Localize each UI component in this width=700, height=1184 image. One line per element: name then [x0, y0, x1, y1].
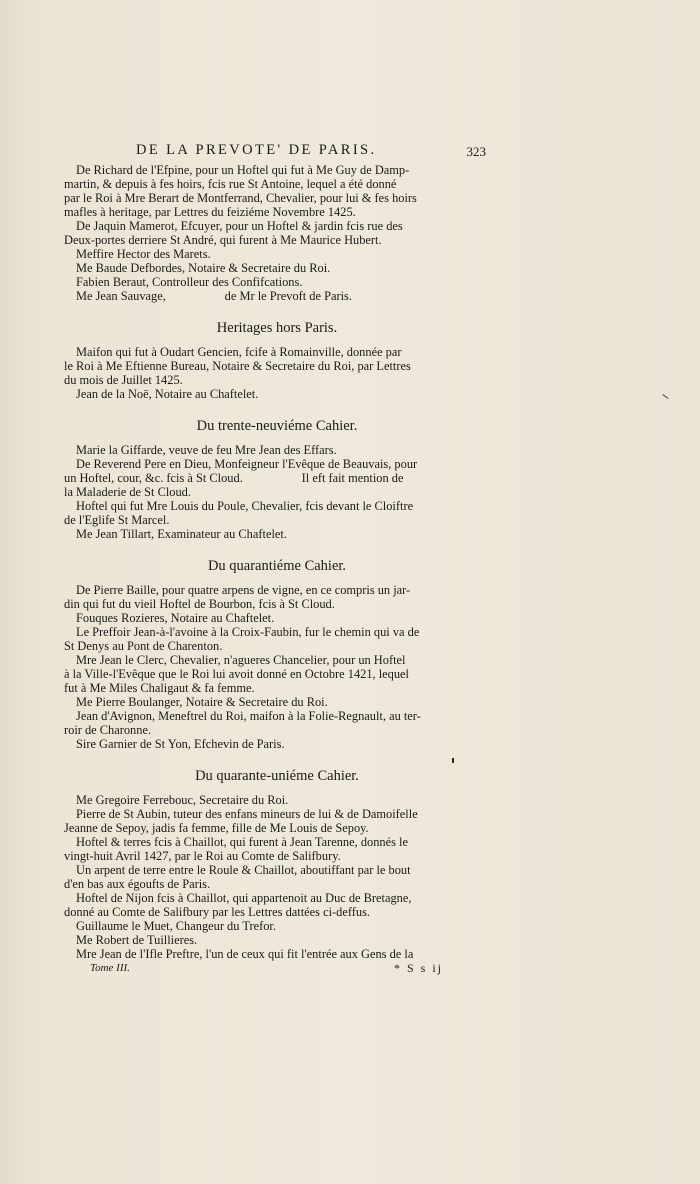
- text-line: martin, & depuis à fes hoirs, fcis rue St Antoine, lequel a été donné: [64, 177, 397, 191]
- text-line: De Richard de l'Efpine, pour un Hoftel qui fut à Me Guy de Damp-: [76, 163, 410, 177]
- text-line: St Denys au Pont de Charenton.: [64, 639, 223, 653]
- text-line: Hoftel qui fut Mre Louis du Poule, Chevalier, fcis devant le Cloiftre: [76, 499, 414, 513]
- entry-paragraph: [64, 835, 482, 863]
- text-line: vingt-huit Avril 1427, par le Roi au Comte de Salifbury.: [64, 849, 341, 863]
- text-line: Pierre de St Aubin, tuteur des enfans mineurs de lui & de Damoifelle: [76, 807, 418, 821]
- entry-paragraph: [64, 863, 482, 891]
- text-line: Me Pierre Boulanger, Notaire & Secretaire du Roi.: [76, 695, 328, 709]
- text-line: d'en bas aux égoufts de Paris.: [64, 877, 211, 891]
- ink-speck: [452, 758, 454, 763]
- text-section: [64, 163, 482, 303]
- section-title: Du quarantiéme Cahier.: [207, 558, 347, 574]
- entry-paragraph: [64, 527, 482, 541]
- page-header: [64, 142, 486, 163]
- entry-paragraph: [64, 709, 482, 737]
- text-line: Me Jean Sauvage, de Mr le Prevoft de Paris.: [76, 289, 352, 303]
- text-line: din qui fut du vieil Hoftel de Bourbon, fcis à St Cloud.: [64, 597, 335, 611]
- page-footer: [64, 961, 482, 977]
- entry-paragraph: [64, 891, 482, 919]
- entry-paragraph: [64, 737, 482, 751]
- text-line: Mre Jean le Clerc, Chevalier, n'agueres Chancelier, pour un Hoftel: [76, 653, 406, 667]
- text-line: Fabien Beraut, Controlleur des Confifcations.: [76, 275, 303, 289]
- entry-paragraph: [64, 625, 482, 653]
- entry-paragraph: [64, 947, 482, 961]
- entry-paragraph: [64, 933, 482, 947]
- section-title: Du quarante-uniéme Cahier.: [195, 768, 359, 784]
- text-line: Fouques Rozieres, Notaire au Chaftelet.: [76, 611, 275, 625]
- text-line: Meffire Hector des Marets.: [76, 247, 211, 261]
- entry-paragraph: [64, 653, 482, 695]
- section-title: Heritages hors Paris.: [216, 320, 338, 336]
- text-line: Guillaume le Muet, Changeur du Trefor.: [76, 919, 276, 933]
- text-column: [64, 142, 486, 977]
- entry-paragraph: [64, 387, 482, 401]
- text-section: [64, 556, 482, 751]
- text-section: [64, 416, 482, 541]
- text-line: Maifon qui fut à Oudart Gencien, fcife à Romainville, donnée par: [76, 345, 402, 359]
- volume-label: Tome III.: [90, 962, 130, 974]
- entry-paragraph: [64, 793, 482, 807]
- text-line: roir de Charonne.: [64, 723, 152, 737]
- entry-paragraph: [64, 583, 482, 611]
- text-line: par le Roi à Mre Berart de Montferrand, Chevalier, pour lui & fes hoirs: [64, 191, 417, 205]
- text-line: donné au Comte de Salifbury par les Lettres dattées ci-deffus.: [64, 905, 370, 919]
- text-line: Sire Garnier de St Yon, Efchevin de Paris.: [76, 737, 285, 751]
- text-line: Marie la Giffarde, veuve de feu Mre Jean des Effars.: [76, 443, 337, 457]
- text-line: Me Gregoire Ferrebouc, Secretaire du Roi.: [76, 793, 289, 807]
- text-line: De Reverend Pere en Dieu, Monfeigneur l'Evêque de Beauvais, pour: [76, 457, 418, 471]
- text-line: Me Baude Defbordes, Notaire & Secretaire du Roi.: [76, 261, 331, 275]
- entry-paragraph: [64, 289, 482, 303]
- entry-paragraph: [64, 611, 482, 625]
- text-line: de l'Eglife St Marcel.: [64, 513, 170, 527]
- entry-paragraph: [64, 219, 482, 247]
- entry-paragraph: [64, 457, 482, 499]
- margin-mark: [662, 394, 668, 399]
- text-section: [64, 318, 482, 401]
- entry-paragraph: [64, 443, 482, 457]
- body-text: [64, 163, 482, 961]
- signature-mark: * S s ij: [394, 961, 444, 975]
- entry-paragraph: [64, 345, 482, 387]
- text-line: du mois de Juillet 1425.: [64, 373, 183, 387]
- text-section: [64, 766, 482, 961]
- entry-paragraph: [64, 247, 482, 261]
- text-line: la Maladerie de St Cloud.: [64, 485, 191, 499]
- section-title: Du trente-neuviéme Cahier.: [196, 418, 358, 434]
- entry-paragraph: [64, 261, 482, 275]
- entry-paragraph: [64, 807, 482, 835]
- text-line: De Jaquin Mamerot, Efcuyer, pour un Hoftel & jardin fcis rue des: [76, 219, 403, 233]
- text-line: Deux-portes derriere St André, qui furent à Me Maurice Hubert.: [64, 233, 382, 247]
- text-line: Jean de la Noë, Notaire au Chaftelet.: [76, 387, 259, 401]
- page-number: 323: [466, 144, 486, 159]
- text-line: Me Jean Tillart, Examinateur au Chaftelet.: [76, 527, 287, 541]
- text-line: Mre Jean de l'Ifle Preftre, l'un de ceux qui fit l'entrée aux Gens de la: [76, 947, 414, 961]
- text-line: De Pierre Baille, pour quatre arpens de vigne, en ce compris un jar-: [76, 583, 411, 597]
- text-line: Hoftel de Nijon fcis à Chaillot, qui appartenoit au Duc de Bretagne,: [76, 891, 412, 905]
- text-line: un Hoftel, cour, &c. fcis à St Cloud. Il eft fait mention de: [64, 471, 404, 485]
- text-line: Me Robert de Tuillieres.: [76, 933, 198, 947]
- running-title: DE LA PREVOTE' DE PARIS.: [136, 142, 377, 158]
- text-line: fut à Me Miles Chaligaut & fa femme.: [64, 681, 255, 695]
- entry-paragraph: [64, 499, 482, 527]
- text-line: Le Preffoir Jean-à-l'avoine à la Croix-Faubin, fur le chemin qui va de: [76, 625, 420, 639]
- entry-paragraph: [64, 275, 482, 289]
- entry-paragraph: [64, 163, 482, 219]
- entry-paragraph: [64, 695, 482, 709]
- text-line: Jeanne de Sepoy, jadis fa femme, fille de Me Louis de Sepoy.: [64, 821, 369, 835]
- entry-paragraph: [64, 919, 482, 933]
- text-line: mafles à heritage, par Lettres du feiziéme Novembre 1425.: [64, 205, 356, 219]
- text-line: Jean d'Avignon, Meneftrel du Roi, maifon à la Folie-Regnault, au ter-: [76, 709, 421, 723]
- text-line: Un arpent de terre entre le Roule & Chaillot, aboutiffant par le bout: [76, 863, 411, 877]
- text-line: le Roi à Me Eftienne Bureau, Notaire & Secretaire du Roi, par Lettres: [64, 359, 411, 373]
- text-line: Hoftel & terres fcis à Chaillot, qui furent à Jean Tarenne, donnés le: [76, 835, 408, 849]
- text-line: à la Ville-l'Evêque que le Roi lui avoit donné en Octobre 1421, lequel: [64, 667, 410, 681]
